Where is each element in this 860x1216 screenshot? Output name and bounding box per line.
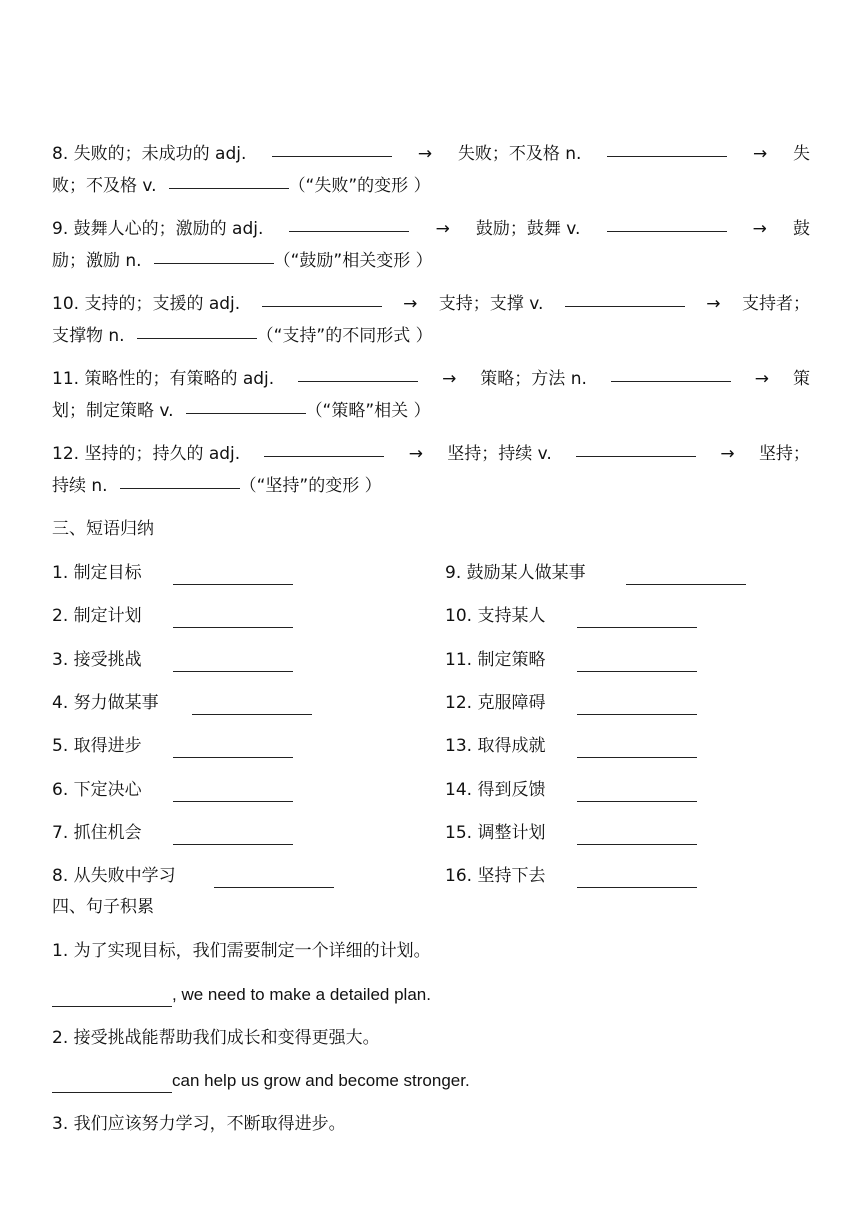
phrase-label: 15. 调整计划 [445, 823, 546, 843]
item-label: 9. 鼓舞人心的；激励的 adj. [52, 219, 264, 239]
item-label: 划；制定策略 v. [52, 401, 174, 421]
answer-blank[interactable] [154, 245, 274, 264]
item-label: 支持者； [741, 294, 810, 314]
phrase-item [445, 821, 697, 845]
answer-blank[interactable] [577, 696, 697, 715]
answer-blank[interactable] [577, 826, 697, 845]
phrase-label: 8. 从失败中学习 [52, 866, 176, 886]
sentence-english: can help us grow and become stronger. [172, 1071, 470, 1090]
phrase-label: 4. 努力做某事 [52, 693, 159, 713]
item-label: 鼓 [793, 219, 810, 239]
phrase-label: 1. 制定目标 [52, 563, 142, 583]
answer-blank[interactable] [173, 653, 293, 672]
phrase-label: 11. 制定策略 [445, 650, 546, 670]
sentence-prompt: 1. 为了实现目标，我们需要制定一个详细的计划。 [52, 941, 431, 961]
phrase-item [52, 561, 293, 585]
answer-blank[interactable] [577, 869, 697, 888]
phrase-item [52, 734, 293, 758]
phrase-item [445, 561, 746, 585]
sentence-answer-line [52, 983, 431, 1007]
phrase-item [445, 648, 697, 672]
item-label: 策略；方法 n. [480, 369, 587, 389]
phrase-label: 12. 克服障碍 [445, 693, 546, 713]
answer-blank[interactable] [52, 1074, 172, 1093]
phrase-item [52, 691, 312, 715]
item-note: （“坚持”的变形 ） [239, 476, 382, 496]
sentence-answer-line [52, 1069, 470, 1093]
answer-blank[interactable] [607, 138, 727, 157]
item-label: 坚持； [758, 444, 810, 464]
answer-blank[interactable] [298, 363, 418, 382]
word-form-item-11 [52, 363, 810, 427]
answer-blank[interactable] [576, 438, 696, 457]
answer-blank[interactable] [173, 826, 293, 845]
answer-blank[interactable] [192, 696, 312, 715]
arrow-icon: → [417, 144, 433, 164]
sentence-prompt: 3. 我们应该努力学习，不断取得进步。 [52, 1114, 346, 1134]
phrase-item [52, 648, 293, 672]
section-heading-phrases: 三、短语归纳 [52, 519, 154, 539]
arrow-icon: → [403, 294, 418, 314]
phrase-label: 14. 得到反馈 [445, 780, 546, 800]
answer-blank[interactable] [272, 138, 392, 157]
arrow-icon: → [408, 444, 423, 464]
answer-blank[interactable] [565, 288, 685, 307]
item-label: 12. 坚持的；持久的 adj. [52, 444, 241, 464]
answer-blank[interactable] [577, 653, 697, 672]
answer-blank[interactable] [52, 988, 172, 1007]
answer-blank[interactable] [173, 609, 293, 628]
phrase-item [445, 604, 697, 628]
phrase-item [52, 778, 293, 802]
answer-blank[interactable] [120, 470, 240, 489]
phrase-label: 3. 接受挑战 [52, 650, 142, 670]
answer-blank[interactable] [577, 739, 697, 758]
item-note: （“鼓励”相关变形 ） [273, 251, 433, 271]
phrase-item [52, 604, 293, 628]
answer-blank[interactable] [264, 438, 384, 457]
arrow-icon: → [442, 369, 457, 389]
arrow-icon: → [435, 219, 450, 239]
answer-blank[interactable] [262, 288, 382, 307]
phrase-item [52, 864, 334, 888]
item-label: 失 [792, 144, 810, 164]
item-note: （“支持”的不同形式 ） [256, 326, 433, 346]
item-label: 败；不及格 v. [52, 176, 157, 196]
item-label: 坚持；持续 v. [447, 444, 552, 464]
phrase-label: 6. 下定决心 [52, 780, 142, 800]
answer-blank[interactable] [169, 170, 289, 189]
item-note: （“失败”的变形 ） [288, 176, 431, 196]
answer-blank[interactable] [173, 783, 293, 802]
phrase-item [52, 821, 293, 845]
item-label: 策 [793, 369, 810, 389]
word-form-item-9 [52, 213, 810, 277]
phrase-label: 10. 支持某人 [445, 606, 546, 626]
answer-blank[interactable] [607, 213, 727, 232]
phrase-item [445, 734, 697, 758]
arrow-icon: → [752, 219, 767, 239]
item-note: （“策略”相关 ） [305, 401, 431, 421]
item-label: 鼓励；鼓舞 v. [475, 219, 581, 239]
item-label: 11. 策略性的；有策略的 adj. [52, 369, 275, 389]
phrase-label: 2. 制定计划 [52, 606, 142, 626]
answer-blank[interactable] [137, 320, 257, 339]
phrase-label: 9. 鼓励某人做某事 [445, 563, 586, 583]
item-label: 持续 n. [52, 476, 108, 496]
item-label: 励；激励 n. [52, 251, 142, 271]
item-label: 支撑物 n. [52, 326, 125, 346]
item-label: 失败；不及格 n. [457, 144, 582, 164]
phrase-label: 13. 取得成就 [445, 736, 546, 756]
phrase-label: 5. 取得进步 [52, 736, 142, 756]
item-label: 8. 失败的；未成功的 adj. [52, 144, 247, 164]
answer-blank[interactable] [289, 213, 409, 232]
arrow-icon: → [752, 144, 768, 164]
phrase-label: 16. 坚持下去 [445, 866, 546, 886]
answer-blank[interactable] [577, 609, 697, 628]
answer-blank[interactable] [611, 363, 731, 382]
sentence-prompt: 2. 接受挑战能帮助我们成长和变得更强大。 [52, 1028, 380, 1048]
word-form-item-12 [52, 438, 810, 502]
arrow-icon: → [754, 369, 770, 389]
word-form-item-10 [52, 288, 810, 352]
arrow-icon: → [706, 294, 721, 314]
arrow-icon: → [720, 444, 735, 464]
answer-blank[interactable] [173, 739, 293, 758]
phrase-item [445, 691, 697, 715]
item-label: 10. 支持的；支援的 adj. [52, 294, 241, 314]
phrase-item [445, 778, 697, 802]
phrase-item [445, 864, 697, 888]
section-heading-sentences: 四、句子积累 [52, 897, 154, 917]
word-form-item-8 [52, 138, 810, 202]
answer-blank[interactable] [186, 395, 306, 414]
answer-blank[interactable] [577, 783, 697, 802]
sentence-english: , we need to make a detailed plan. [172, 985, 431, 1004]
answer-blank[interactable] [214, 869, 334, 888]
phrase-label: 7. 抓住机会 [52, 823, 142, 843]
item-label: 支持；支撑 v. [438, 294, 544, 314]
answer-blank[interactable] [626, 566, 746, 585]
answer-blank[interactable] [173, 566, 293, 585]
